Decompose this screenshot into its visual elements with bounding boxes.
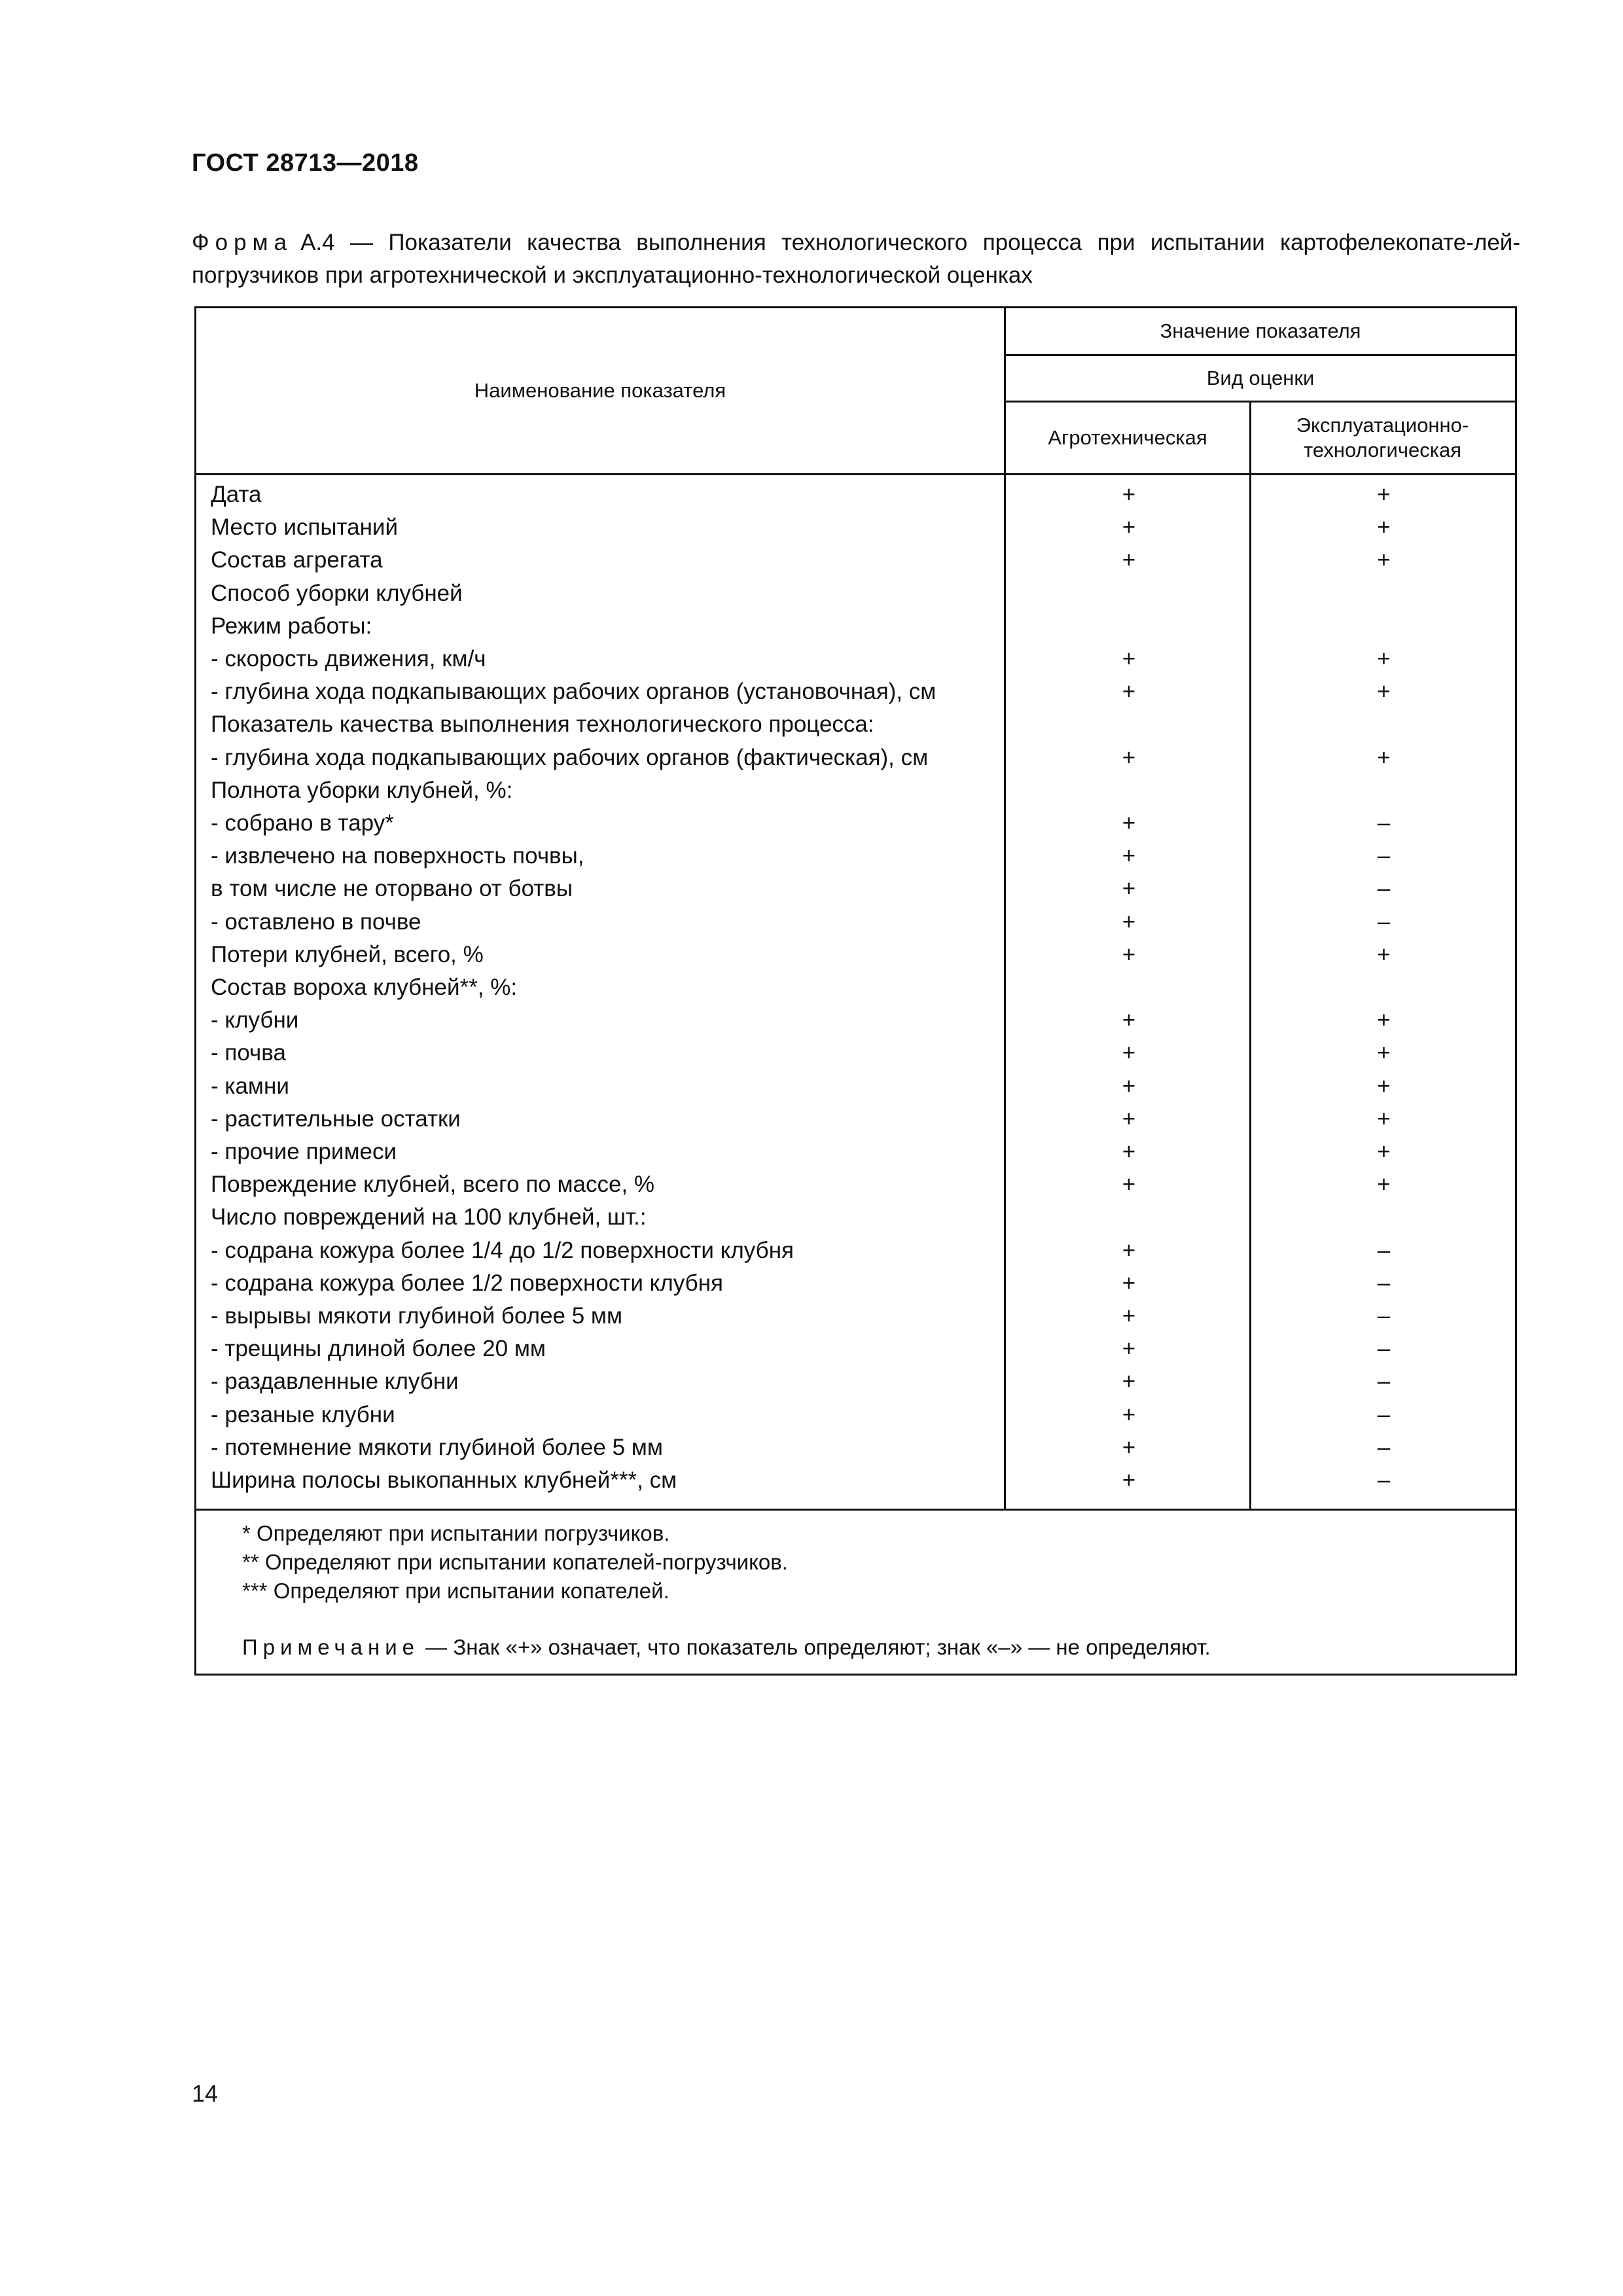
page-number: 14 [192, 2080, 219, 2107]
table-row [196, 511, 1515, 544]
header-operational-technological: Эксплуатационно-технологическая [1296, 414, 1469, 461]
form-caption [192, 226, 1520, 292]
agrotechnical-value: + [1122, 1401, 1136, 1427]
table-row [196, 708, 1515, 741]
indicator-name: в том числе не оторвано от ботвы [211, 876, 573, 902]
operational-value: – [1377, 1434, 1391, 1460]
table-row [196, 1070, 1515, 1103]
operational-value: + [1377, 679, 1391, 705]
agrotechnical-value: + [1122, 1007, 1136, 1033]
agrotechnical-value [1008, 1201, 1250, 1234]
indicator-name: - резаные клубни [211, 1401, 395, 1427]
table-row [196, 1004, 1515, 1037]
operational-value [1253, 1201, 1515, 1234]
table-row [196, 906, 1515, 939]
agrotechnical-value [1008, 971, 1250, 1004]
table-row [196, 478, 1515, 511]
table-row [196, 1267, 1515, 1300]
operational-value [1253, 708, 1515, 741]
document-id: ГОСТ 28713—2018 [192, 149, 419, 177]
table-row [196, 774, 1515, 807]
table-row [196, 1136, 1515, 1168]
table-row [196, 675, 1515, 708]
agrotechnical-value [1008, 708, 1250, 741]
table-row [196, 1201, 1515, 1234]
operational-value: + [1377, 1040, 1391, 1066]
agrotechnical-value: + [1122, 646, 1136, 672]
table-row [196, 1234, 1515, 1267]
agrotechnical-value: + [1122, 1139, 1136, 1164]
operational-value: + [1377, 547, 1391, 573]
header-assessment-type: Вид оценки [1206, 367, 1315, 389]
operational-value [1253, 577, 1515, 610]
indicator-name: - содрана кожура более 1/2 поверхности клубня [211, 1270, 723, 1296]
indicator-name: - оставлено в почве [211, 908, 421, 935]
operational-value: – [1377, 1336, 1391, 1362]
agrotechnical-value: + [1122, 908, 1136, 935]
table-row [196, 1333, 1515, 1365]
operational-value: + [1377, 646, 1391, 672]
table-row [196, 610, 1515, 643]
agrotechnical-value: + [1122, 1237, 1136, 1263]
indicator-name: - клубни [211, 1007, 299, 1033]
operational-value: – [1377, 1237, 1391, 1263]
indicator-name: Число повреждений на 100 клубней, шт.: [211, 1204, 647, 1230]
table-row [196, 872, 1515, 905]
agrotechnical-value: + [1122, 941, 1136, 967]
agrotechnical-value: + [1122, 547, 1136, 573]
operational-value: – [1377, 876, 1391, 902]
table-row [196, 939, 1515, 971]
indicator-name: - извлечено на поверхность почвы, [211, 843, 584, 869]
agrotechnical-value: + [1122, 1369, 1136, 1395]
agrotechnical-value: + [1122, 482, 1136, 507]
agrotechnical-value: + [1122, 1073, 1136, 1099]
caption-text: А.4 — Показатели качества выполнения технологического процесса при испытании картофелекопате-лей-погрузчиков при агротехнической и эксплуатационно-технологической оценках [192, 230, 1520, 288]
table-row [196, 1300, 1515, 1333]
table-row [196, 544, 1515, 577]
indicator-name: Режим работы: [211, 613, 372, 639]
operational-value: + [1377, 1139, 1391, 1164]
operational-value: – [1377, 908, 1391, 935]
table-row [196, 1431, 1515, 1464]
operational-value: – [1377, 843, 1391, 869]
operational-value: + [1377, 1172, 1391, 1198]
indicator-name: - вырывы мякоти глубиной более 5 мм [211, 1303, 623, 1329]
operational-value: + [1377, 744, 1391, 770]
indicator-name: - почва [211, 1040, 286, 1066]
table-row [196, 1464, 1515, 1497]
agrotechnical-value: + [1122, 1040, 1136, 1066]
indicator-name: Потери клубней, всего, % [211, 941, 484, 967]
agrotechnical-value: + [1122, 1270, 1136, 1296]
operational-value: + [1377, 941, 1391, 967]
table-row [196, 807, 1515, 840]
agrotechnical-value: + [1122, 876, 1136, 902]
agrotechnical-value [1008, 774, 1250, 807]
table-row [196, 1168, 1515, 1201]
indicators-table [194, 306, 1517, 1676]
agrotechnical-value: + [1122, 744, 1136, 770]
indicator-name: - содрана кожура более 1/4 до 1/2 поверхности клубня [211, 1237, 794, 1263]
table-row [196, 1365, 1515, 1398]
indicator-name: - собрано в тару* [211, 810, 394, 836]
agrotechnical-value: + [1122, 514, 1136, 541]
indicator-name: Показатель качества выполнения технологического процесса: [211, 711, 874, 738]
agrotechnical-value: + [1122, 1434, 1136, 1460]
caption-label: Форма [192, 230, 293, 255]
header-indicator-name: Наименование показателя [474, 379, 726, 402]
table-row [196, 1399, 1515, 1431]
footnote: ** Определяют при испытании копателей-погрузчиков. [242, 1550, 788, 1574]
operational-value: – [1377, 810, 1391, 836]
operational-value: – [1377, 1467, 1391, 1493]
indicator-name: Дата [211, 482, 262, 507]
operational-value: – [1377, 1303, 1391, 1329]
table-row [196, 1103, 1515, 1136]
operational-value: + [1377, 1073, 1391, 1099]
operational-value [1253, 971, 1515, 1004]
indicator-name: - глубина хода подкапывающих рабочих органов (установочная), см [211, 679, 936, 705]
footnote: * Определяют при испытании погрузчиков. [242, 1521, 670, 1545]
indicator-name: - камни [211, 1073, 289, 1099]
indicator-name: - растительные остатки [211, 1105, 461, 1132]
indicator-name: - трещины длиной более 20 мм [211, 1336, 546, 1362]
indicator-name: - раздавленные клубни [211, 1369, 459, 1395]
table-row [196, 577, 1515, 610]
table-row [196, 643, 1515, 675]
indicator-name: Состав агрегата [211, 547, 383, 573]
agrotechnical-value: + [1122, 1105, 1136, 1132]
operational-value: – [1377, 1401, 1391, 1427]
table-row [196, 1037, 1515, 1069]
operational-value: – [1377, 1270, 1391, 1296]
indicator-name: Состав вороха клубней**, %: [211, 975, 518, 1000]
agrotechnical-value [1008, 577, 1250, 610]
agrotechnical-value [1008, 610, 1250, 643]
indicator-name: - потемнение мякоти глубиной более 5 мм [211, 1434, 663, 1460]
agrotechnical-value: + [1122, 843, 1136, 869]
operational-value: – [1377, 1369, 1391, 1395]
table-body [196, 476, 1515, 1511]
agrotechnical-value: + [1122, 810, 1136, 836]
operational-value: + [1377, 1105, 1391, 1132]
indicator-name: - прочие примеси [211, 1139, 397, 1164]
indicator-name: - глубина хода подкапывающих рабочих органов (фактическая), см [211, 744, 929, 770]
indicator-name: Место испытаний [211, 514, 399, 541]
indicator-name: Полнота уборки клубней, %: [211, 777, 513, 803]
remark-text: — Знак «+» означает, что показатель определяют; знак «–» — не определяют. [419, 1635, 1211, 1659]
operational-value [1253, 610, 1515, 643]
indicator-name: - скорость движения, км/ч [211, 646, 486, 672]
operational-value [1253, 774, 1515, 807]
agrotechnical-value: + [1122, 679, 1136, 705]
table-row [196, 971, 1515, 1004]
agrotechnical-value: + [1122, 1336, 1136, 1362]
table-remark [242, 1633, 1211, 1662]
footnote: *** Определяют при испытании копателей. [242, 1579, 669, 1603]
operational-value: + [1377, 514, 1391, 541]
agrotechnical-value: + [1122, 1303, 1136, 1329]
header-agrotechnical: Агротехническая [1048, 426, 1207, 449]
remark-label: Примечание [242, 1635, 420, 1659]
table-row [196, 742, 1515, 774]
indicator-name: Повреждение клубней, всего по массе, % [211, 1172, 655, 1198]
operational-value: + [1377, 482, 1391, 507]
indicator-name: Способ уборки клубней [211, 580, 463, 606]
table-notes [242, 1519, 1211, 1662]
table-row [196, 840, 1515, 872]
agrotechnical-value: + [1122, 1467, 1136, 1493]
operational-value: + [1377, 1007, 1391, 1033]
indicator-name: Ширина полосы выкопанных клубней***, см [211, 1467, 677, 1493]
header-indicator-value: Значение показателя [1160, 319, 1361, 342]
agrotechnical-value: + [1122, 1172, 1136, 1198]
